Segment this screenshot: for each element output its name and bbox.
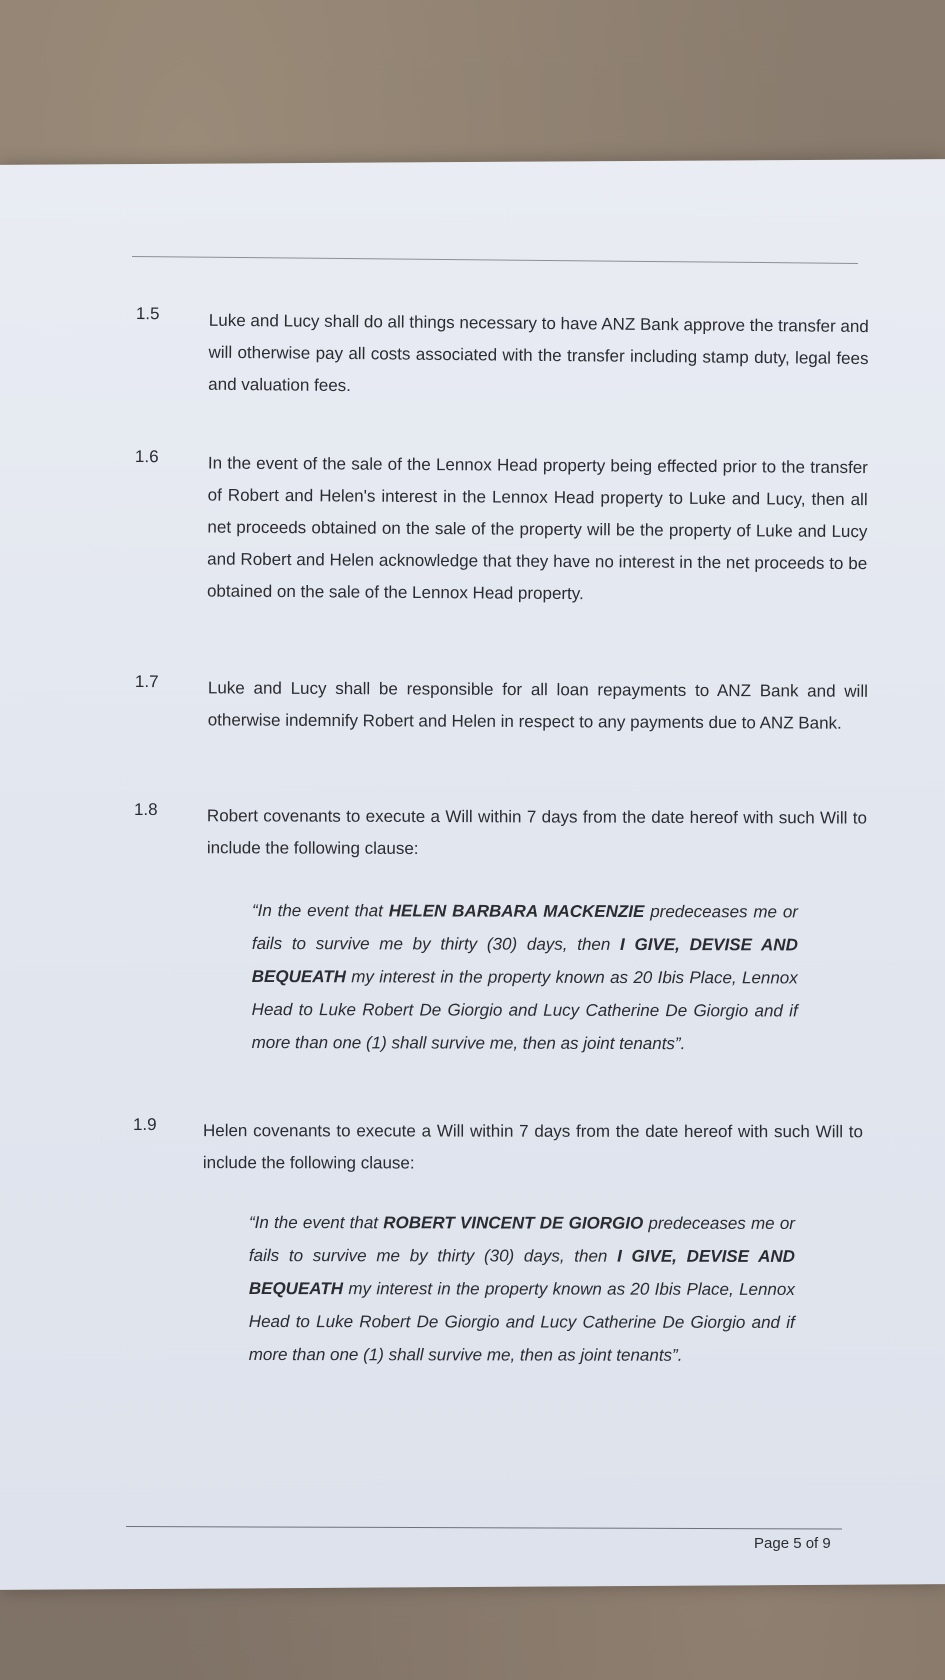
will-clause-quote bbox=[249, 1206, 795, 1372]
clause-text: In the event of the sale of the Lennox Head property being effected prior to the transfer of Robert and Helen's interest in the Lennox Head property to Luke and Lucy, then all net proceeds obtained on the sale of the property will be the property of Luke and Lucy and Robert and Helen acknowledge that they have no interest in the net proceeds to be obtained on the sale of the Lennox Head property. bbox=[206, 453, 868, 604]
will-clause-quote bbox=[252, 894, 798, 1060]
page-number: Page 5 of 9 bbox=[754, 1535, 831, 1552]
quote-open: “In the event that bbox=[248, 1213, 384, 1233]
testator-spouse-name: HELEN BARBARA MACKENZIE bbox=[388, 901, 645, 922]
clause-number: 1.9 bbox=[132, 1115, 157, 1135]
clause-text: Luke and Lucy shall be responsible for all loan repayments to ANZ Bank and will otherwise indemnify Robert and Helen in respect to any payments due to ANZ Bank. bbox=[207, 678, 868, 733]
clause-number: 1.7 bbox=[134, 672, 159, 692]
quote-text: predeceases me or fails to survive me by thirty (30) days, then bbox=[248, 1213, 795, 1266]
quote-open: “In the event that bbox=[251, 901, 389, 921]
quote-text: my interest in the property known as 20 Ibis Place, Lennox Head to Luke Robert De Giorgio and Lucy Catherine De Giorgio and if more than one (1) shall survive me, then as joint tenants”. bbox=[248, 1279, 795, 1365]
quote-text: predeceases me or fails to survive me by thirty (30) days, then bbox=[251, 902, 798, 954]
grant-words: I GIVE, DEVISE AND BEQUEATH bbox=[248, 1246, 795, 1299]
clause-number: 1.6 bbox=[134, 447, 159, 467]
quote-text: my interest in the property known as 20 Ibis Place, Lennox Head to Luke Robert De Giorgio and Lucy Catherine De Giorgio and if more than one (1) shall survive me, then as joint tenants”. bbox=[251, 967, 798, 1054]
clause-text: Robert covenants to execute a Will within 7 days from the date hereof with such Will to include the following clause: bbox=[206, 806, 867, 858]
clause-text: Helen covenants to execute a Will within 7 days from the date hereof with such Will to include the following clause: bbox=[202, 1121, 863, 1173]
testator-spouse-name: ROBERT VINCENT DE GIORGIO bbox=[383, 1213, 644, 1233]
grant-words: I GIVE, DEVISE AND BEQUEATH bbox=[251, 934, 798, 987]
clause-number: 1.5 bbox=[135, 304, 160, 324]
clause-number: 1.8 bbox=[133, 800, 158, 820]
clause-text: Luke and Lucy shall do all things necessary to have ANZ Bank approve the transfer and will otherwise pay all costs associated with the transfer including stamp duty, legal fees and valuation fees. bbox=[208, 310, 869, 396]
